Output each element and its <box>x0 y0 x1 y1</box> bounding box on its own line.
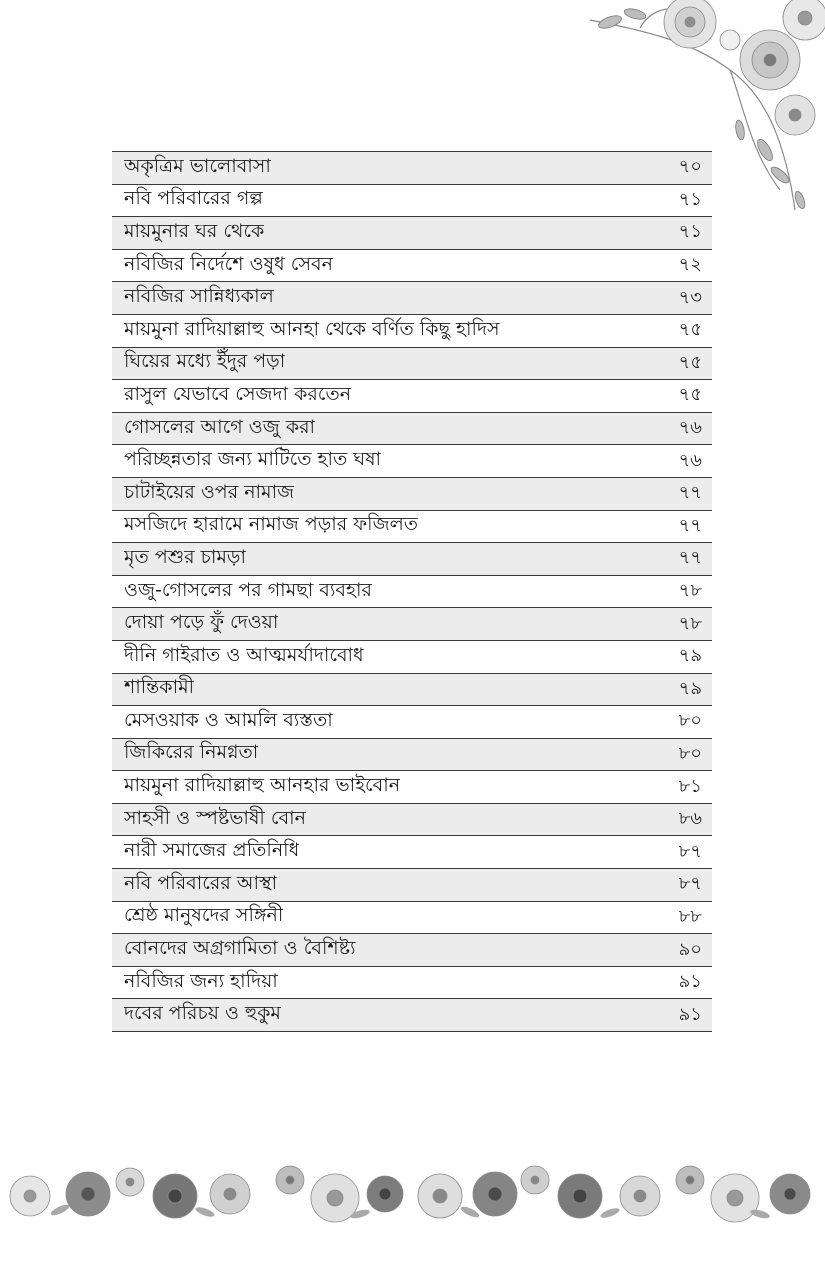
toc-page-number: ৯১ <box>678 971 702 993</box>
toc-title: অকৃত্রিম ভালোবাসা <box>124 154 271 177</box>
toc-title: রাসুল যেভাবে সেজদা করতেন <box>124 382 352 405</box>
toc-row[interactable] <box>112 674 712 707</box>
toc-row[interactable] <box>112 771 712 804</box>
toc-row[interactable] <box>112 739 712 772</box>
toc-page-number: ৯১ <box>678 1003 702 1025</box>
toc-title: নবিজির সান্নিধ্যকাল <box>124 285 274 308</box>
toc-page-number: ৭৯ <box>678 645 702 667</box>
toc-page-number: ৭৬ <box>678 449 702 471</box>
toc-page-number: ৯০ <box>678 938 702 960</box>
toc-title: বোনদের অগ্রগামিতা ও বৈশিষ্ট্য <box>124 937 356 960</box>
toc-page-number: ৭৭ <box>678 514 702 536</box>
toc-row[interactable] <box>112 413 712 446</box>
toc-row[interactable] <box>112 934 712 967</box>
toc-page-number: ৮১ <box>678 775 702 797</box>
toc-page-number: ৭১ <box>678 221 702 243</box>
toc-page-number: ৭৬ <box>678 417 702 439</box>
toc-title: ঘিয়ের মধ্যে ইঁদুর পড়া <box>124 350 286 373</box>
toc-row[interactable] <box>112 706 712 739</box>
toc-page-number: ৮৮ <box>678 905 702 927</box>
toc-title: পরিচ্ছন্নতার জন্য মাটিতে হাত ঘষা <box>124 448 382 471</box>
toc-title: চাটাইয়ের ওপর নামাজ <box>124 480 295 503</box>
toc-page-number: ৭৫ <box>678 384 702 406</box>
toc-title: দবের পরিচয় ও হুকুম <box>124 1002 281 1025</box>
toc-title: মায়মুনা রাদিয়াল্লাহু আনহা থেকে বর্ণিত কিছু হাদিস <box>124 317 500 340</box>
toc-page-number: ৭৮ <box>678 612 702 634</box>
toc-row[interactable] <box>112 902 712 935</box>
toc-title: নারী সমাজের প্রতিনিধি <box>124 839 300 862</box>
toc-row[interactable] <box>112 282 712 315</box>
toc-title: নবিজির জন্য হাদিয়া <box>124 969 278 992</box>
table-of-contents <box>112 151 712 1032</box>
toc-row[interactable] <box>112 185 712 218</box>
toc-page-number: ৭৭ <box>678 547 702 569</box>
toc-row[interactable] <box>112 804 712 837</box>
toc-title: নবি পরিবারের আস্থা <box>124 871 278 894</box>
toc-page-number: ৭০ <box>678 156 702 178</box>
toc-page-number: ৭৫ <box>678 351 702 373</box>
toc-page-number: ৭৫ <box>678 319 702 341</box>
toc-row[interactable] <box>112 445 712 478</box>
toc-title: ওজু-গোসলের পর গামছা ব্যবহার <box>124 578 372 601</box>
toc-row[interactable] <box>112 836 712 869</box>
toc-page-number: ৮৭ <box>678 840 702 862</box>
toc-row[interactable] <box>112 576 712 609</box>
toc-row[interactable] <box>112 967 712 1000</box>
toc-title: সাহসী ও স্পষ্টভাষী বোন <box>124 806 307 829</box>
toc-row[interactable] <box>112 152 712 185</box>
toc-title: নবিজির নির্দেশে ওষুধ সেবন <box>124 252 333 275</box>
toc-row[interactable] <box>112 217 712 250</box>
toc-page-number: ৭৩ <box>678 286 702 308</box>
toc-page-number: ৭১ <box>678 188 702 210</box>
floral-border-icon <box>0 1158 825 1228</box>
toc-page-number: ৮৭ <box>678 873 702 895</box>
toc-page-number: ৭৭ <box>678 482 702 504</box>
toc-page-number: ৭৮ <box>678 580 702 602</box>
toc-row[interactable] <box>112 348 712 381</box>
toc-row[interactable] <box>112 999 712 1032</box>
toc-row[interactable] <box>112 511 712 544</box>
toc-title: মায়মুনার ঘর থেকে <box>124 219 265 242</box>
toc-title: মায়মুনা রাদিয়াল্লাহু আনহার ভাইবোন <box>124 774 401 797</box>
toc-title: দোয়া পড়ে ফুঁ দেওয়া <box>124 611 279 634</box>
toc-row[interactable] <box>112 869 712 902</box>
toc-row[interactable] <box>112 641 712 674</box>
toc-row[interactable] <box>112 608 712 641</box>
toc-title: মসজিদে হারামে নামাজ পড়ার ফজিলত <box>124 513 419 536</box>
toc-page-number: ৮০ <box>678 710 702 732</box>
toc-title: শ্রেষ্ঠ মানুষদের সঙ্গিনী <box>124 904 284 927</box>
toc-title: শান্তিকামী <box>124 676 195 699</box>
toc-page-number: ৮৬ <box>678 808 702 830</box>
toc-title: নবি পরিবারের গল্প <box>124 187 263 210</box>
toc-title: জিকিরের নিমগ্নতা <box>124 741 259 764</box>
toc-row[interactable] <box>112 543 712 576</box>
toc-title: মৃত পশুর চামড়া <box>124 545 246 568</box>
toc-row[interactable] <box>112 478 712 511</box>
toc-title: দীনি গাইরাত ও আত্মমর্যাদাবোধ <box>124 643 364 666</box>
toc-row[interactable] <box>112 315 712 348</box>
toc-row[interactable] <box>112 250 712 283</box>
toc-page-number: ৮০ <box>678 742 702 764</box>
toc-page-number: ৭৯ <box>678 677 702 699</box>
toc-title: মেসওয়াক ও আমলি ব্যস্ততা <box>124 708 333 731</box>
toc-row[interactable] <box>112 380 712 413</box>
toc-page-number: ৭২ <box>678 254 702 276</box>
toc-title: গোসলের আগে ওজু করা <box>124 415 316 438</box>
